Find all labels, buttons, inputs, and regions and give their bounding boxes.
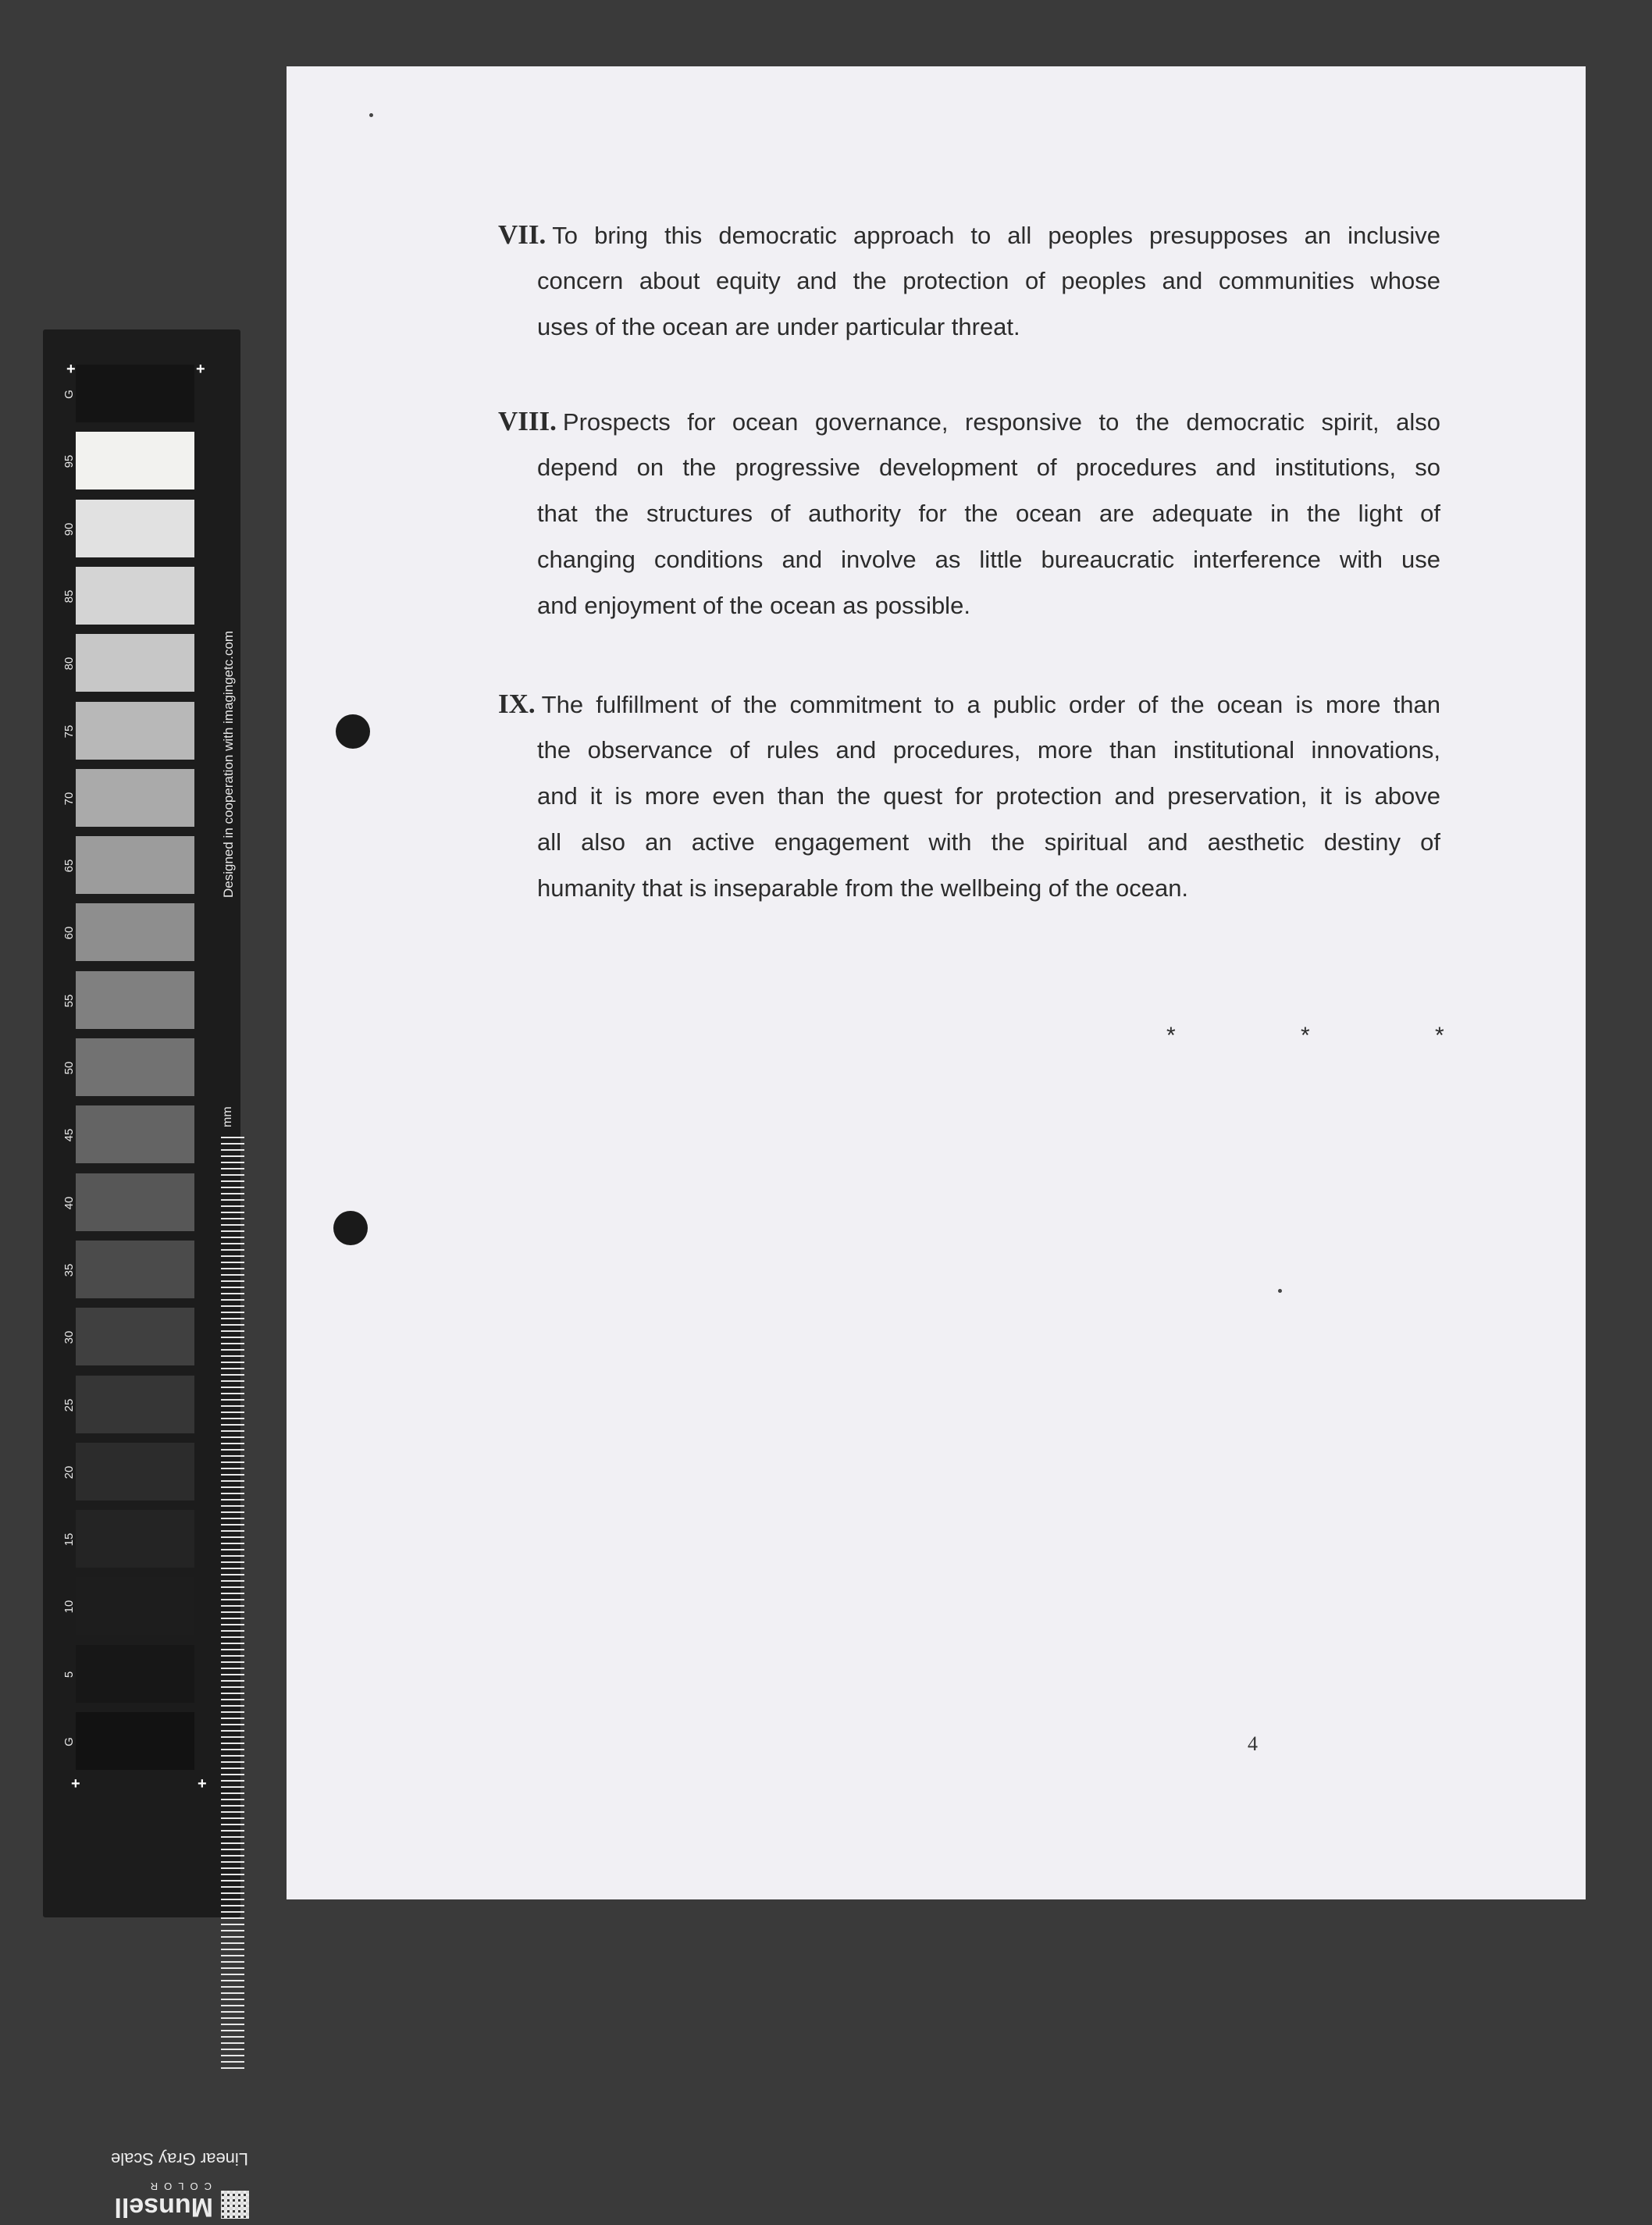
gray-scale-strip [43, 329, 249, 2222]
para-line: all also an active engagement with the spiritual and aesthetic destiny of [537, 828, 1440, 856]
swatch-label: 30 [62, 1330, 76, 1344]
section-numeral: IX. [498, 689, 536, 719]
section-numeral: VIII. [498, 406, 557, 436]
para-line: IX. The fulfillment of the commitment to a public order of the ocean is more than [498, 689, 1440, 719]
swatch-label: 70 [62, 792, 76, 806]
gray-swatch [76, 365, 194, 422]
paper-speck [369, 113, 373, 117]
mm-ruler [221, 1137, 244, 2069]
document-page [287, 66, 1586, 1899]
brand-name: Munsell [114, 2192, 213, 2222]
munsell-logo [90, 2178, 254, 2225]
gray-swatch [76, 702, 194, 760]
para-line: the observance of rules and procedures, more than institutional innovations, [537, 736, 1440, 764]
strip-credit: Designed in cooperation with imagingetc.com [221, 630, 236, 898]
gray-swatch [76, 971, 194, 1029]
gray-swatch [76, 1577, 194, 1635]
gray-swatch [76, 1173, 194, 1231]
gray-swatch [76, 1443, 194, 1501]
gray-swatch [76, 432, 194, 490]
gray-swatch [76, 836, 194, 894]
para-line: VII. To bring this democratic approach to all peoples presupposes an inclusive [498, 219, 1440, 250]
para-line: depend on the progressive development of procedures and institutions, so [537, 454, 1440, 481]
swatch-label: 80 [62, 657, 76, 671]
swatch-label: 65 [62, 859, 76, 873]
para-line: uses of the ocean are under particular threat. [537, 313, 1020, 340]
paper-speck [1278, 1289, 1282, 1293]
swatch-label: 5 [62, 1671, 76, 1678]
registration-mark: + [198, 1775, 207, 1792]
munsell-grid-icon [221, 2191, 249, 2219]
swatch-label: 20 [62, 1465, 76, 1479]
swatch-label: 90 [62, 522, 76, 536]
section-numeral: VII. [498, 219, 547, 250]
para-line: VIII. Prospects for ocean governance, responsive to the democratic spirit, also [498, 406, 1440, 436]
registration-mark: + [196, 361, 205, 378]
gray-swatch [76, 500, 194, 557]
para-line: and it is more even than the quest for protection and preservation, it is above [537, 782, 1440, 810]
swatch-label: 60 [62, 927, 76, 940]
gray-swatch [76, 1712, 194, 1770]
gray-swatch [76, 903, 194, 961]
gray-scale-title: Linear Gray Scale [110, 2149, 249, 2169]
registration-mark: + [71, 1775, 80, 1792]
strip-unit: mm [221, 1106, 234, 1127]
gray-swatch [76, 769, 194, 827]
gray-swatch [76, 634, 194, 692]
para-line: and enjoyment of the ocean as possible. [537, 592, 970, 619]
gray-swatch [76, 1241, 194, 1298]
swatch-label: 55 [62, 994, 76, 1008]
section-ix [498, 681, 1440, 911]
gray-swatch [76, 1645, 194, 1703]
gray-swatch [76, 1376, 194, 1433]
swatch-label: 15 [62, 1533, 76, 1547]
swatch-label: 45 [62, 1128, 76, 1142]
swatch-label: G [62, 390, 76, 399]
registration-mark: + [66, 361, 76, 378]
para-line: that the structures of authority for the ocean are adequate in the light of [537, 500, 1440, 527]
gray-swatch [76, 1308, 194, 1365]
swatch-label: 25 [62, 1398, 76, 1412]
punch-hole [336, 714, 370, 749]
gray-swatch [76, 1510, 194, 1568]
swatch-label: 35 [62, 1263, 76, 1277]
gray-swatch [76, 1105, 194, 1163]
swatch-label: 40 [62, 1196, 76, 1209]
para-line: changing conditions and involve as little bureaucratic interference with use [537, 546, 1440, 573]
brand-sub: COLOR [144, 2180, 212, 2192]
swatch-label: 95 [62, 454, 76, 468]
para-line: concern about equity and the protection of peoples and communities whose [537, 267, 1440, 294]
swatch-label: 10 [62, 1600, 76, 1614]
swatch-label: G [62, 1737, 76, 1746]
section-viii [498, 398, 1440, 628]
punch-hole [333, 1211, 368, 1245]
swatch-label: 50 [62, 1061, 76, 1075]
gray-swatch [76, 567, 194, 625]
swatch-label: 75 [62, 724, 76, 738]
section-separator: * * * [1166, 1023, 1504, 1048]
page-number: 4 [1248, 1732, 1258, 1755]
para-line: humanity that is inseparable from the wellbeing of the ocean. [537, 874, 1189, 902]
section-vii [498, 212, 1440, 350]
gray-swatch [76, 1038, 194, 1096]
swatch-label: 85 [62, 589, 76, 603]
